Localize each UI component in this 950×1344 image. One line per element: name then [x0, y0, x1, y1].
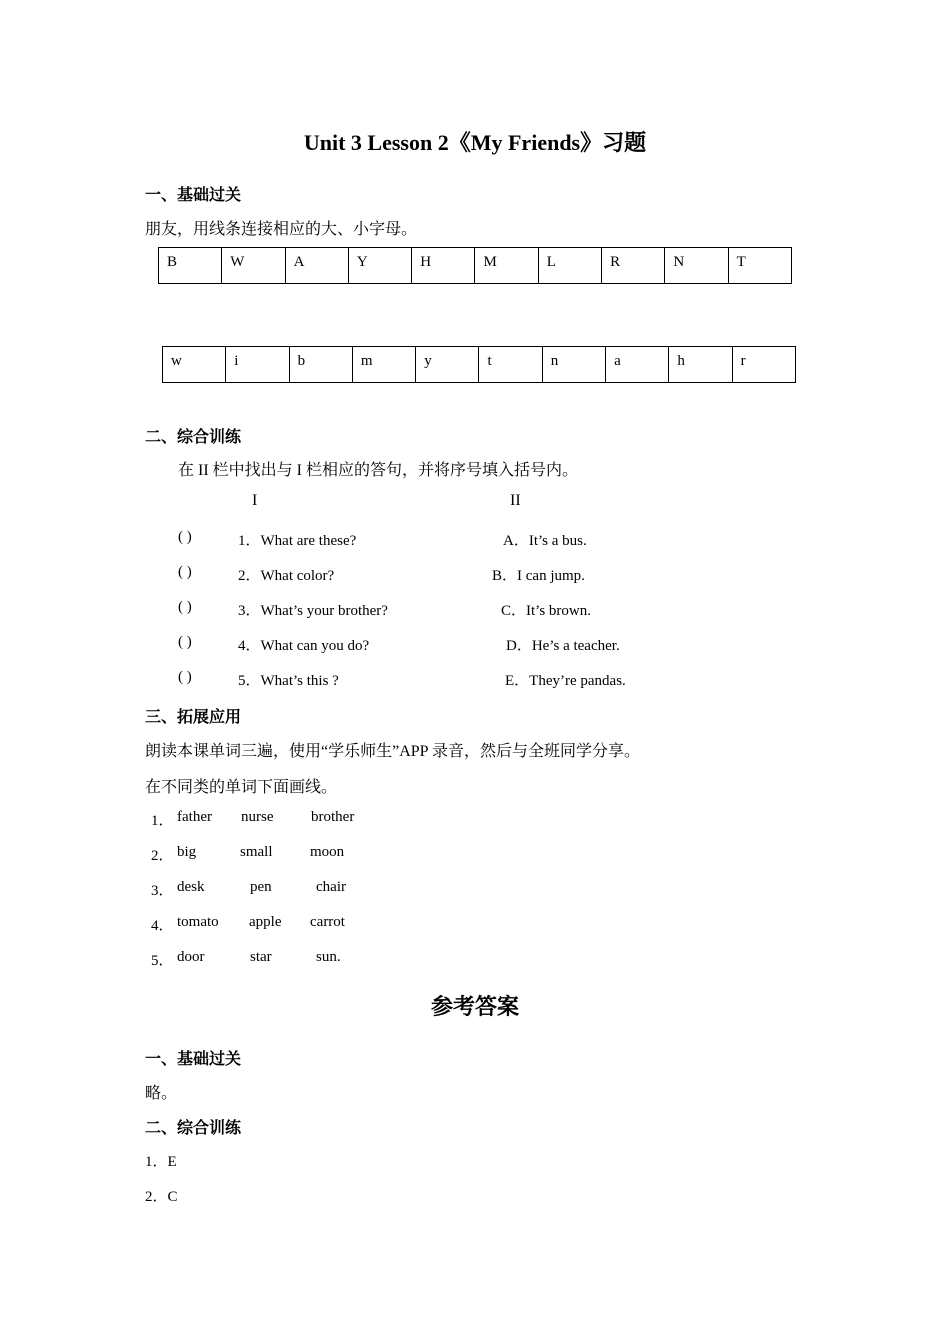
word-item-number: 2．: [151, 848, 174, 864]
answer-option: B．I can jump.: [492, 568, 585, 584]
answer-section2-heading: 二、综合训练: [145, 1118, 242, 1137]
lowercase-cell: a: [606, 347, 669, 383]
answer-blank[interactable]: ( ): [178, 599, 192, 615]
word: brother: [311, 809, 355, 825]
uppercase-cell: T: [728, 248, 791, 284]
question-item: 4．What can you do?: [238, 638, 370, 654]
question-item: 5．What’s this ?: [238, 673, 339, 689]
word-item-number: 3．: [151, 883, 174, 899]
uppercase-cell: L: [538, 248, 601, 284]
section2-instruction: 在 II 栏中找出与 I 栏相应的答句，并将序号填入括号内。: [178, 462, 578, 479]
answer-blank[interactable]: ( ): [178, 564, 192, 580]
word: father: [177, 809, 212, 825]
word: sun.: [316, 949, 341, 965]
answer-option: C．It’s brown.: [501, 603, 592, 619]
answer-item: 1．E: [145, 1154, 177, 1170]
uppercase-cell: B: [159, 248, 222, 284]
answer-section1-text: 略。: [145, 1085, 178, 1102]
question-item: 2．What color?: [238, 568, 335, 584]
lowercase-cell: h: [669, 347, 732, 383]
lowercase-cell: t: [479, 347, 542, 383]
uppercase-cell: N: [665, 248, 728, 284]
section2-heading: 二、综合训练: [145, 427, 242, 446]
answer-key-title: 参考答案: [430, 994, 519, 1019]
uppercase-cell: Y: [348, 248, 411, 284]
answer-option: E．They’re pandas.: [505, 673, 626, 689]
question-item: 1．What are these?: [238, 533, 357, 549]
uppercase-cell: A: [285, 248, 348, 284]
uppercase-cell: H: [412, 248, 475, 284]
uppercase-cell: M: [475, 248, 538, 284]
word: small: [240, 844, 273, 860]
word: nurse: [241, 809, 274, 825]
answer-blank[interactable]: ( ): [178, 634, 192, 650]
answer-item: 2．C: [145, 1189, 178, 1205]
lowercase-cell: m: [352, 347, 415, 383]
question-item: 3．What’s your brother?: [238, 603, 388, 619]
column-one-label: I: [252, 492, 258, 509]
lowercase-cell: b: [289, 347, 352, 383]
answer-option: D．He’s a teacher.: [506, 638, 620, 654]
column-two-label: II: [510, 492, 521, 509]
answer-blank[interactable]: ( ): [178, 529, 192, 545]
word: moon: [310, 844, 345, 860]
lowercase-cell: i: [226, 347, 289, 383]
answer-blank[interactable]: ( ): [178, 669, 192, 685]
uppercase-cell: W: [222, 248, 285, 284]
answer-section1-heading: 一、基础过关: [145, 1049, 242, 1068]
word: chair: [316, 879, 346, 895]
lowercase-cell: n: [542, 347, 605, 383]
lowercase-table: [162, 346, 796, 383]
lowercase-cell: y: [416, 347, 479, 383]
word: star: [250, 949, 272, 965]
answer-option: A．It’s a bus.: [503, 533, 587, 549]
section3-line2: 在不同类的单词下面画线。: [145, 779, 338, 796]
word: tomato: [177, 914, 219, 930]
word: pen: [250, 879, 272, 895]
section3-line1: 朗读本课单词三遍，使用“学乐师生”APP 录音，然后与全班同学分享。: [145, 743, 640, 760]
word: apple: [249, 914, 282, 930]
page-title: Unit 3 Lesson 2《My Friends》习题: [303, 130, 647, 155]
word: door: [177, 949, 205, 965]
lowercase-cell: w: [163, 347, 226, 383]
word: carrot: [310, 914, 345, 930]
word-item-number: 4．: [151, 918, 174, 934]
uppercase-cell: R: [602, 248, 665, 284]
word: desk: [177, 879, 205, 895]
uppercase-table: [158, 247, 792, 284]
word: big: [177, 844, 197, 860]
section3-heading: 三、拓展应用: [145, 707, 242, 726]
lowercase-cell: r: [732, 347, 795, 383]
section1-heading: 一、基础过关: [145, 185, 242, 204]
word-item-number: 1．: [151, 813, 174, 829]
section1-instruction: 朋友，用线条连接相应的大、小字母。: [145, 221, 418, 238]
word-item-number: 5．: [151, 953, 174, 969]
